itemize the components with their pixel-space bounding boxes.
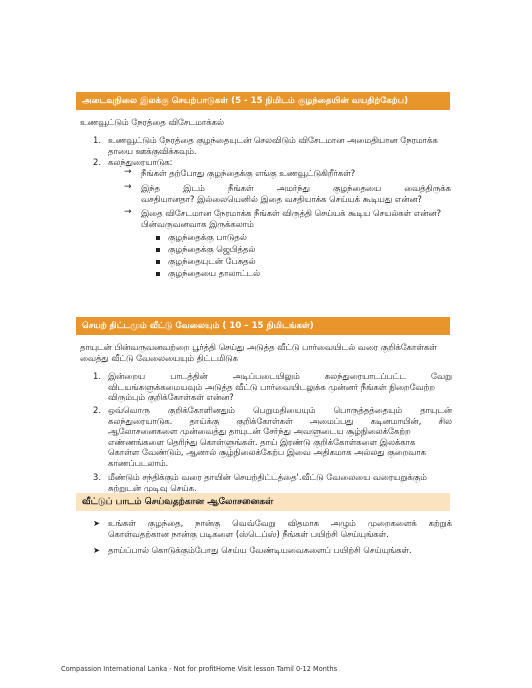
arrow-right-icon: → xyxy=(124,167,132,177)
list-item: குழந்தையுடன் பேசுதல் xyxy=(168,256,256,266)
bullet-arrow-icon: ➤ xyxy=(93,518,101,528)
list-item: மீண்டும் சந்திக்கும் வரை தாயின் செயற்திட்டத்தை'.வீட்டு வேலையை வரையறுக்கும் சுற்றுடன் முடிவு செய்க. xyxy=(108,472,427,493)
question-item: இந்த இடம் நீங்கள் அமர்ந்து குழந்தையை வைத்திருக்க வசதியானதா? இல்லையெனில் இதை வசதியாக்க செய்யக் கூடியது என்ன? xyxy=(141,183,451,204)
list-number: 2. xyxy=(93,157,101,167)
bullet-square-icon xyxy=(156,248,160,252)
list-item: உணவூட்டும் நேரத்தை குழந்தையுடன் செலவிடும் விசேடமான அமைதியான நேரமாக்க தாயை ஊக்குவிக்கவும். xyxy=(108,135,438,156)
section-intro: தாயுடன் பின்வருவனவற்றை பூர்த்தி செய்து அடுத்த வீட்டு பார்வையிடல் வரை குறிக்கோள்கள் வைத்து வீட்டு வேலையையும் திட்டமிடுக xyxy=(80,342,437,363)
section-heading-action-plan: செயற் திட்டமும் வீட்டு வேலையும் ( 10 – 15 நிமிடங்கள்) xyxy=(76,317,450,335)
section-heading-homework-tips: வீட்டுப் பாடம் செய்வதற்கான ஆலோசனைகள் xyxy=(76,493,450,511)
list-item: குழந்தைக்கு ஜெபித்தல் xyxy=(168,244,256,254)
list-item: கலந்துரையாடுக: xyxy=(108,157,173,167)
list-number: 1. xyxy=(93,371,101,381)
list-item: ஒவ்வொரு குறிக்கோளினதும் பெறுமதியையும் பொருத்தத்தையும் தாயுடன் கலந்துரையாடுக. தாய்க்கு குறிக்கோள்கள் அமைப்பது கடினமாயின், சில ஆலோசனைகளை முன்வைத்து தாயுடன் சேர்ந்து அவளுடைய சூழ்நிலைக்கேற்ற எண்ணங்களை தெரிந்து கொள்ளுங்கள். தாய் இரண்டு குறிக்கோள்களை இலக்காக கொள்ள வேண்டும், ஆனால் சூழ்நிலைக்கேற்ப இவை அதிகமாக அல்லது குறைவாக காணப்படலாம். xyxy=(108,405,452,468)
question-item: இதை விசேடமான நேரமாக்க நீங்கள் விருத்தி செய்யக் கூடிய செயல்கள் என்ன? பின்வருவனவாக இருக்கலாம் xyxy=(141,208,442,229)
arrow-right-icon: → xyxy=(124,207,132,217)
bullet-square-icon xyxy=(156,236,160,240)
section-intro: உணவூட்டும் நேரத்தை விசேடமாக்கல் xyxy=(80,117,224,127)
list-item: குழந்தைக்கு பாடுதல் xyxy=(168,232,247,242)
section-heading-activities: அடைவுநிலை இலக்கு செயற்பாடுகள் (5 - 15 நிமிடம் குழந்தையின் வயதிற்கேற்ப) xyxy=(76,92,450,110)
list-number: 2. xyxy=(93,405,101,415)
list-item: இன்றைய பாடத்தின் அடிப்படையிலும் கலந்துரையாடப்பட்ட வேறு விடயங்களுக்கமையவும் அடுத்த வீட்டு பார்வையிடலுக்க முன்னர் நீங்கள் நிறைவேற்ற விரும்பும் குறிக்கோள்கள் என்ன? xyxy=(108,371,452,403)
bullet-arrow-icon: ➤ xyxy=(93,545,101,555)
page-footer: Compassion International Lanka - Not for profitHome Visit lesson Tamil 0-12 Months xyxy=(61,665,338,673)
list-number: 1. xyxy=(93,135,101,145)
list-item: குழந்தையை தாலாட்டல் xyxy=(168,268,261,278)
arrow-right-icon: → xyxy=(124,182,132,192)
bullet-square-icon xyxy=(156,272,160,276)
list-number: 3. xyxy=(93,472,101,482)
bullet-square-icon xyxy=(156,260,160,264)
list-item: உங்கள் குழந்தை, நான்கு வெவ்வேறு விதமாக அழும் முறைகளைக் கற்றுக் கொள்வதற்கான நான்கு படிகளை (ஸ்டெப்ஸ்) நீங்கள் பயிற்சி செய்யுங்கள். xyxy=(108,518,452,539)
list-item: தாய்ப்பால் கொடுக்கும்போது செய்ய வேண்டியவைகளைப் பயிற்சி செய்யுங்கள். xyxy=(108,545,412,555)
question-item: நீங்கள் தற்போது குழந்தைக்கு எங்கு உணவூட்டுகிறீர்கள்? xyxy=(141,168,356,178)
